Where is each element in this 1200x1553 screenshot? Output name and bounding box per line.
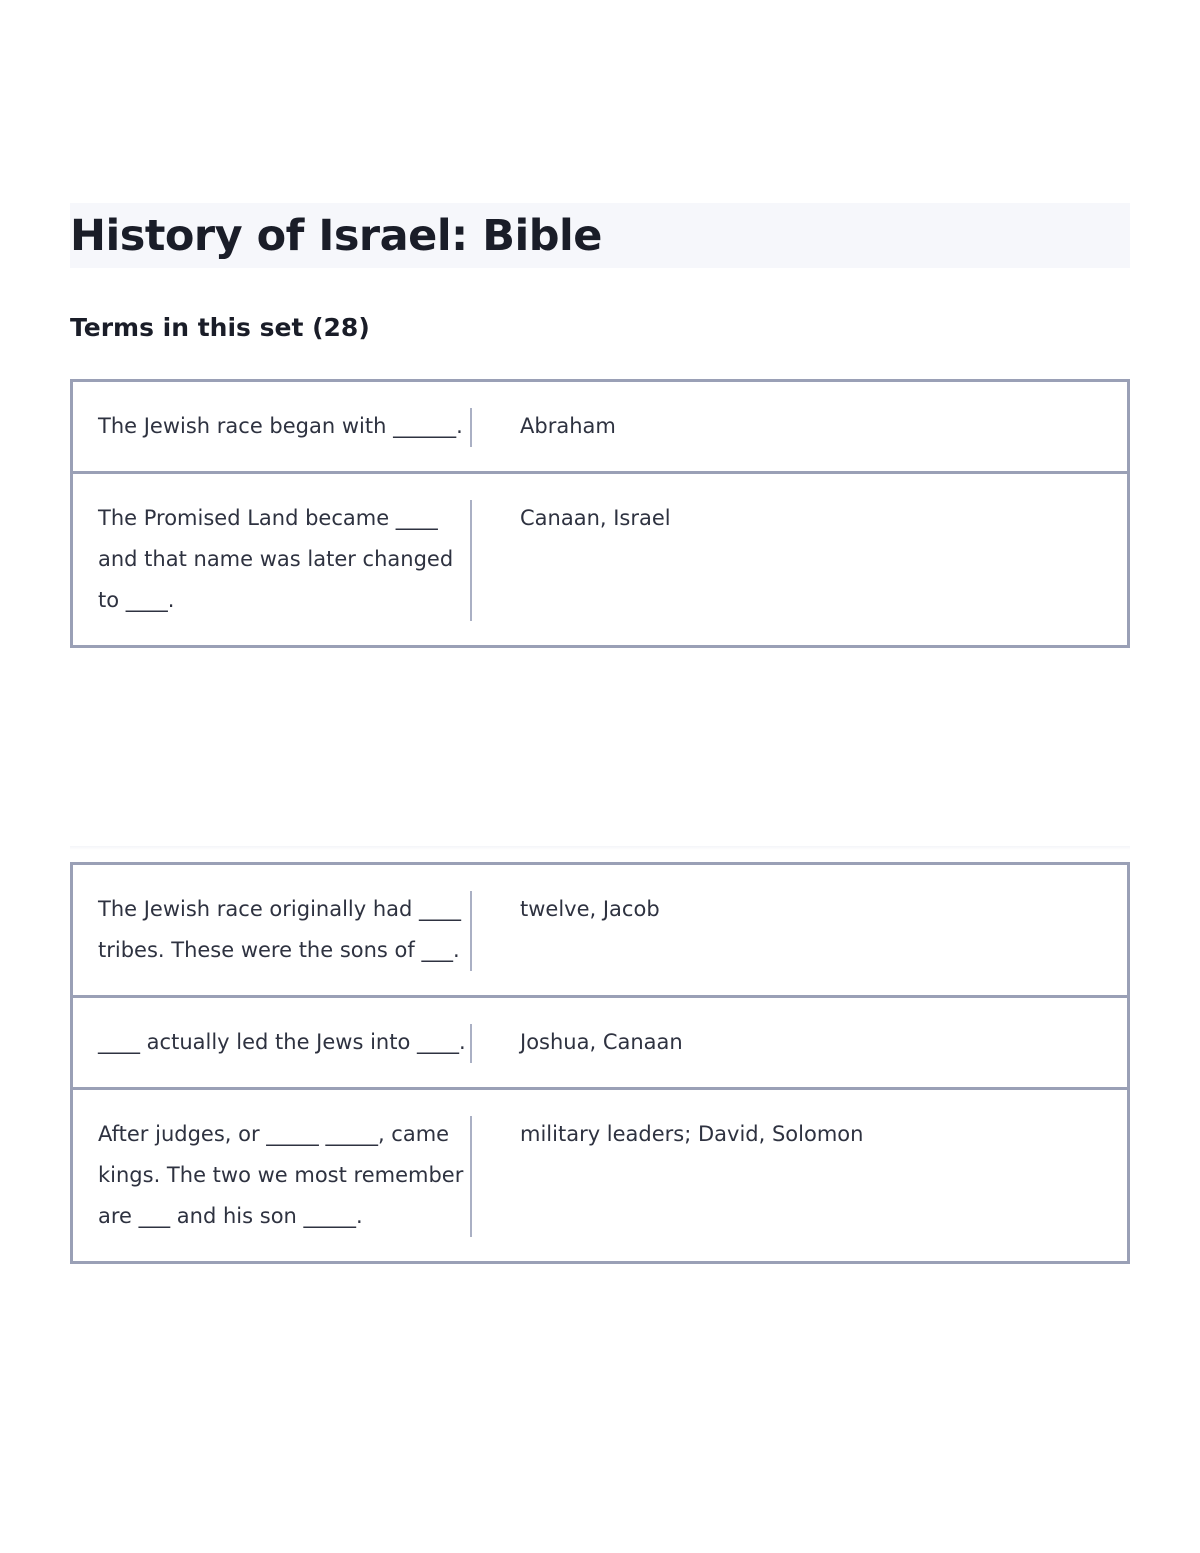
page-separator bbox=[70, 846, 1130, 850]
term-text: The Jewish race originally had ____ tribes. These were the sons of ___. bbox=[98, 897, 462, 962]
definition-text: Canaan, Israel bbox=[520, 506, 671, 530]
term-text: After judges, or _____ _____, came kings. The two we most remember are ___ and his son _____. bbox=[98, 1122, 464, 1228]
term-card bbox=[70, 1087, 1130, 1264]
term-text: The Promised Land became ____ and that name was later changed to ____. bbox=[98, 506, 454, 612]
definition-text: military leaders; David, Solomon bbox=[520, 1122, 864, 1146]
terms-heading: Terms in this set (28) bbox=[70, 313, 370, 342]
card-list-page-1 bbox=[70, 379, 1130, 648]
term-card bbox=[70, 379, 1130, 474]
term-card bbox=[70, 471, 1130, 648]
term-card bbox=[70, 995, 1130, 1090]
definition-text: Abraham bbox=[520, 414, 616, 438]
term-text: ____ actually led the Jews into ____. bbox=[98, 1030, 466, 1054]
card-list-page-2 bbox=[70, 862, 1130, 1264]
page-title: History of Israel: Bible bbox=[70, 211, 602, 261]
term-text: The Jewish race began with ______. bbox=[98, 414, 463, 438]
definition-text: Joshua, Canaan bbox=[520, 1030, 683, 1054]
definition-text: twelve, Jacob bbox=[520, 897, 660, 921]
term-card bbox=[70, 862, 1130, 998]
